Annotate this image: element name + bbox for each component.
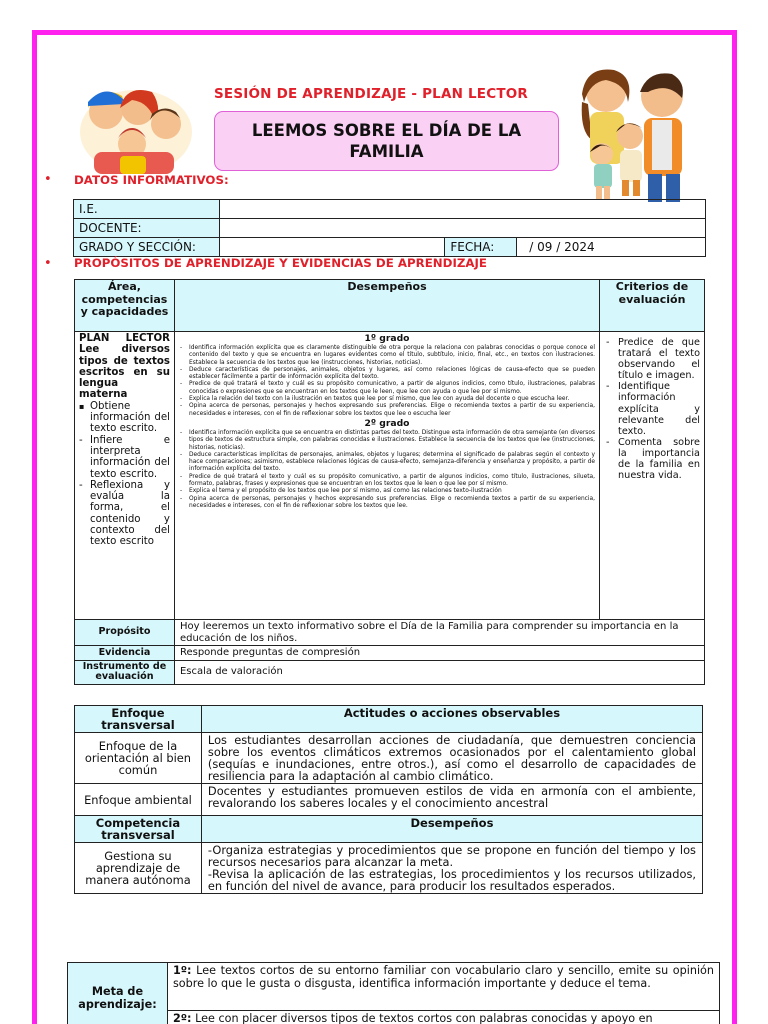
- col-criterios-header: Criterios de evaluación: [600, 280, 705, 332]
- desempeno-item: - Identifica información explícita que es claramente distinguible de otra porque la relaciona con palabras conocidas o porque conoce el contenido del texto y que se encuentra en lugares evidentes como el título, subtítulo, inicio, final, etc., en textos con ilustraciones. Establece la secuencia de los textos que lee (instrucciones, historias, noticias).: [179, 345, 595, 367]
- competencia-title: PLAN LECTOR Lee diversos tipos de textos escritos en su lengua materna: [79, 333, 170, 401]
- desempeno-item: - Predice de qué tratará el texto y cuál es su propósito comunicativo, a partir de algunos indicios, como título, ilustraciones, palabras conocidas o expresiones que se encuentran en los textos que le leen, que lee con ayuda o que lee por sí mismo.: [179, 381, 595, 396]
- meta-label: Meta de aprendizaje:: [68, 963, 168, 1024]
- competencia-text-line: -Organiza estrategias y procedimientos que se propone en función del tiempo y los recursos necesarios para alcanzar la meta.: [207, 843, 696, 869]
- family-illustration-left: [76, 72, 194, 176]
- competencia-text-line: -Revisa la aplicación de las estrategias, los procedimientos y los recursos utilizados, en función del nivel de avance, para producir los resultados esperados.: [207, 867, 696, 893]
- table-row: [75, 280, 705, 332]
- proposito-label: Propósito: [75, 620, 175, 646]
- criterio-item: - Predice de que tratará el texto observando el título e imagen.: [604, 337, 700, 381]
- competencia-transversal-name: Gestiona su aprendizaje de manera autónoma: [75, 843, 202, 894]
- propositos-table: [74, 279, 705, 685]
- col-area-header: Área, competencias y capacidades: [75, 280, 175, 332]
- meta-grado1: [167, 963, 719, 1011]
- instrumento-value: Escala de valoración: [174, 660, 704, 684]
- evidencia-value: Responde preguntas de compresión: [174, 646, 704, 661]
- datos-table: [73, 199, 706, 257]
- table-row: [75, 660, 705, 684]
- col-competencia-header: Competencia transversal: [75, 816, 202, 843]
- desempeno-item: - Deduce características implícitas de personajes, animales, objetos y lugares; determina el significado de palabras según el contexto y hace comparaciones; asimismo, establece relaciones lógicas de causa-efecto, semejanza-diferencia y enseñanza y propósito, a partir de información explícita del texto.: [179, 452, 595, 474]
- table-row: [75, 706, 703, 733]
- session-title-box: LEEMOS SOBRE EL DÍA DE LA FAMILIA: [214, 111, 559, 171]
- meta-grado2-text: Lee con placer diversos tipos de textos cortos con palabras conocidas y apoyo en: [191, 1012, 653, 1024]
- desempeno-item: - Identifica información explícita que se encuentra en distintas partes del texto. Distingue esta información de otra semejante (en diversos tipos de textos de estructura simple, con palabras conocidas e ilustraciones. Establece la secuencia de los textos que lee (instrucciones, historias, noticias).: [179, 430, 595, 452]
- fecha-value[interactable]: / 09 / 2024: [517, 238, 706, 257]
- competencia-cell: [75, 332, 175, 620]
- meta-grado2-label: 2º:: [172, 1012, 192, 1024]
- table-row: [75, 620, 705, 646]
- table-row: [75, 843, 703, 894]
- table-row: [74, 200, 706, 219]
- docente-label: DOCENTE:: [74, 219, 220, 238]
- meta-table: [67, 962, 720, 1024]
- enfoque-name: Enfoque ambiental: [75, 784, 202, 816]
- bullet-icon: •: [44, 256, 52, 271]
- table-row: [74, 219, 706, 238]
- col-desempenos-header: Desempeños: [174, 280, 599, 332]
- col-actitudes-header: Actitudes o acciones observables: [201, 706, 702, 733]
- capacidad-item: - Infiere e interpreta información del texto escrito.: [79, 435, 170, 480]
- docente-value[interactable]: [219, 219, 705, 238]
- grado-value[interactable]: [219, 238, 445, 257]
- table-row: [75, 784, 703, 816]
- grado-label: GRADO Y SECCIÓN:: [74, 238, 220, 257]
- meta-grado2: [167, 1011, 719, 1024]
- family-illustration-right: [568, 62, 698, 204]
- enfoque-name: Enfoque de la orientación al bien común: [75, 733, 202, 784]
- fecha-label: FECHA:: [445, 238, 517, 257]
- grado2-label: 2º grado: [364, 417, 410, 429]
- table-row: [75, 332, 705, 620]
- capacidad-item: ▪ Obtiene información del texto escrito.: [79, 401, 170, 435]
- desempeno-item: - Deduce características de personajes, animales, objetos y lugares, así como relaciones lógicas de causa-efecto que se pueden establecer fácilmente a partir de información explícita del texto.: [179, 367, 595, 382]
- instrumento-label: Instrumento de evaluación: [75, 660, 175, 684]
- table-row: [75, 816, 703, 843]
- desempenos-cell: [174, 332, 599, 620]
- desempeno-item: - Opina acerca de personas, personajes y hechos expresando sus preferencias. Elige o recomienda textos a partir de su experiencia, necesidades e intereses, con el fin de reflexionar sobre los textos que lee o escucha leer: [179, 403, 595, 418]
- table-row: [75, 733, 703, 784]
- criterios-cell: [600, 332, 705, 620]
- session-header-title: SESIÓN DE APRENDIZAJE - PLAN LECTOR: [214, 86, 529, 102]
- ie-value[interactable]: [219, 200, 705, 219]
- bullet-icon: •: [44, 172, 52, 187]
- table-row: [74, 238, 706, 257]
- desempeno-item: - Explica la relación del texto con la ilustración en textos que lee por sí mismo, que lee con ayuda del docente o que escucha leer.: [179, 396, 595, 403]
- col-desempenos-transversal-header: Desempeños: [201, 816, 702, 843]
- desempeno-item: - Explica el tema y el propósito de los textos que lee por sí mismo, así como las relaciones texto-ilustración: [179, 488, 595, 495]
- enfoque-text: Los estudiantes desarrollan acciones de ciudadanía, que demuestren conciencia sobre los eventos climáticos extremos ocasionados por el calentamiento global (sequías e inundaciones, entre otros.), así como el desarrollo de capacidades de resiliencia para la adaptación al cambio climático.: [201, 733, 702, 784]
- grado1-label: 1º grado: [364, 333, 410, 344]
- meta-grado1-label: 1º:: [172, 964, 192, 977]
- table-row: [75, 646, 705, 661]
- table-row: [68, 963, 720, 1011]
- desempeno-item: - Opina acerca de personas, personajes y hechos expresando sus preferencias. Elige o recomienda textos a partir de su experiencia, necesidades e intereses, con el fin de reflexionar sobre los textos que lee.: [179, 496, 595, 511]
- desempeno-item: - Predice de qué tratará el texto y cuál es su propósito comunicativo, a partir de algunos indicios, como título, ilustraciones, silueta, formato, palabras, frases y expresiones que se encuentran en los textos que le leen o que lee por sí mismo.: [179, 474, 595, 489]
- enfoque-table: [74, 705, 703, 894]
- col-enfoque-header: Enfoque transversal: [75, 706, 202, 733]
- criterio-item: - Comenta sobre la importancia de la familia en nuestra vida.: [604, 437, 700, 481]
- enfoque-text: Docentes y estudiantes promueven estilos de vida en armonía con el ambiente, revalorando los saberes locales y el conocimiento ancestral: [201, 784, 702, 816]
- ie-label: I.E.: [74, 200, 220, 219]
- proposito-value: Hoy leeremos un texto informativo sobre el Día de la Familia para comprender su importancia en la educación de los niños.: [174, 620, 704, 646]
- propositos-section-title: PROPÓSITOS DE APRENDIZAJE Y EVIDENCIAS DE APRENDIZAJE: [74, 256, 487, 270]
- evidencia-label: Evidencia: [75, 646, 175, 661]
- capacidad-item: - Reflexiona y evalúa la forma, el contenido y contexto del texto escrito: [79, 480, 170, 548]
- datos-section-title: DATOS INFORMATIVOS:: [74, 173, 229, 187]
- competencia-transversal-text: [201, 843, 702, 894]
- criterio-item: - Identifique información explícita y relevante del texto.: [604, 381, 700, 436]
- meta-grado1-text: Lee textos cortos de su entorno familiar con vocabulario claro y sencillo, emite su opinión sobre lo que le gusta o disgusta, identifica información importante y deduce el tema.: [172, 964, 714, 990]
